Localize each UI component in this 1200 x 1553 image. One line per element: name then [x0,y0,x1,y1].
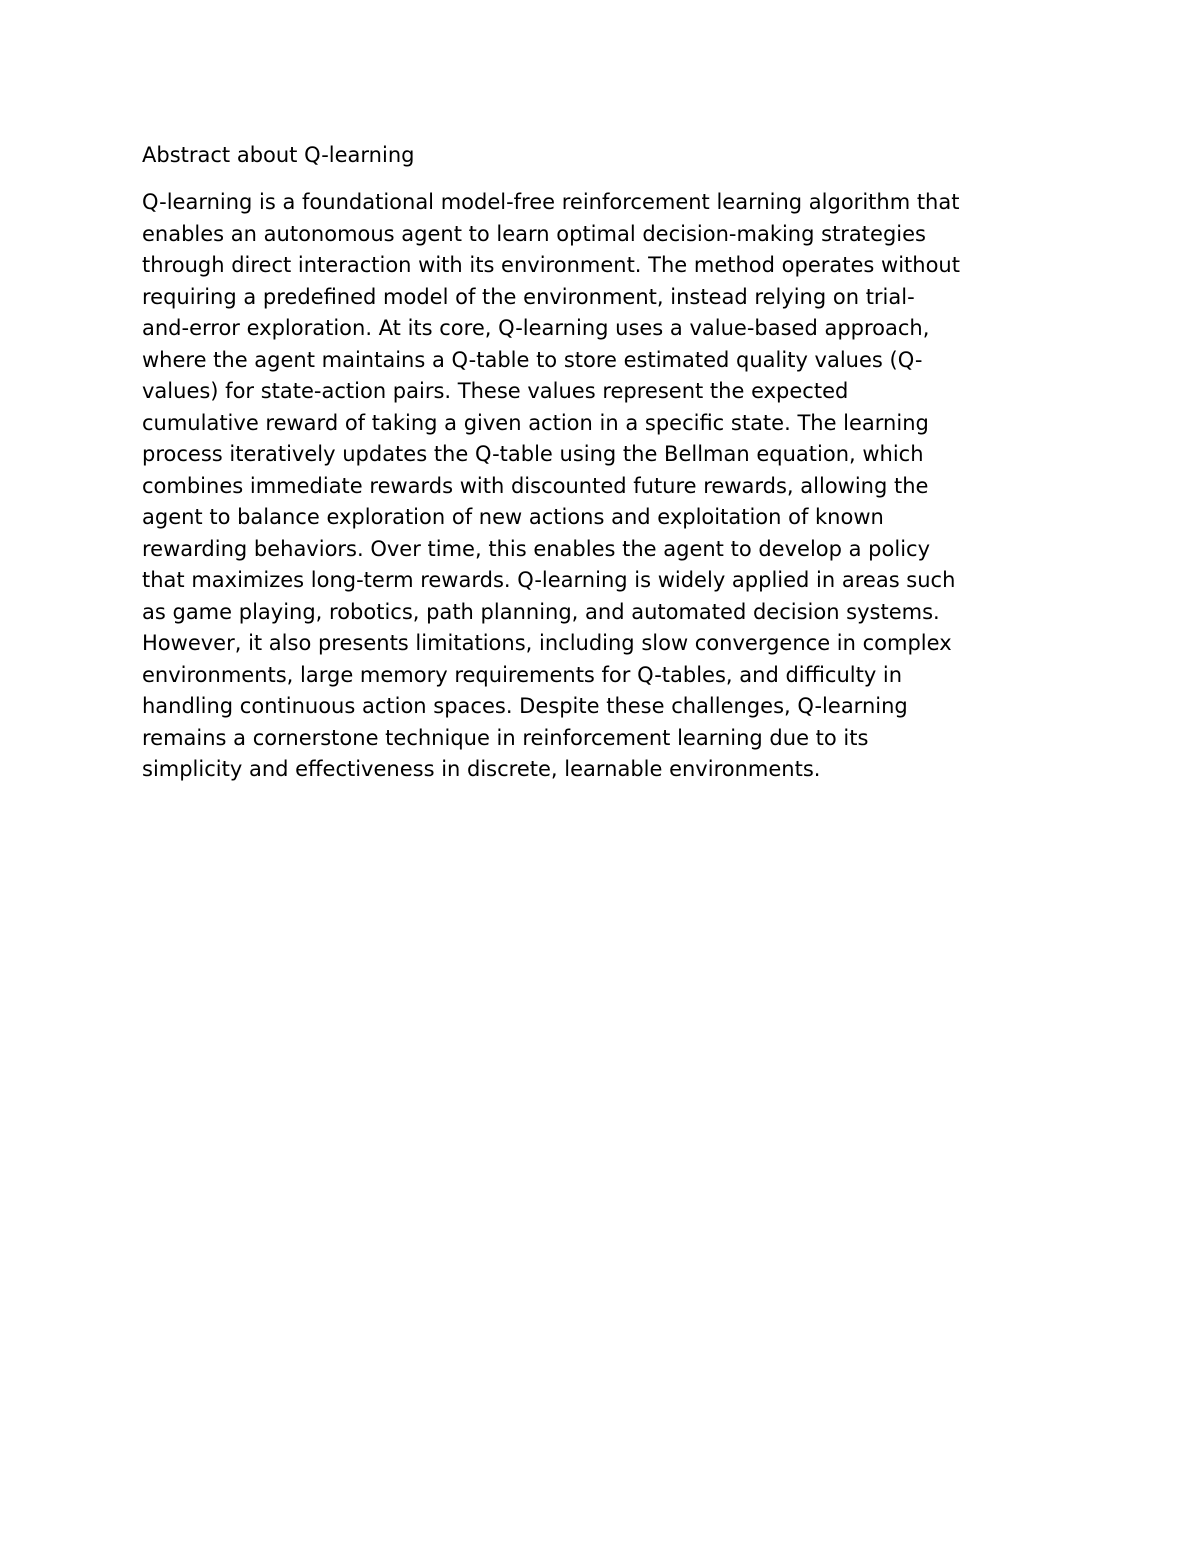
paragraph-line: values) for state-action pairs. These values represent the expected [142,379,849,403]
paragraph-line: rewarding behaviors. Over time, this enables the agent to develop a policy [142,536,931,561]
paragraph-line: environments, large memory requirements for Q-tables, and difficulty in [142,662,903,687]
paragraph-line: where the agent maintains a Q-table to store estimated quality values (Q- [142,347,923,372]
paragraph-line: and-error exploration. At its core, Q-learning uses a value-based approach, [142,316,930,340]
document-title: Abstract about Q-learning [142,143,415,167]
paragraph-line: through direct interaction with its environment. The method operates without [142,253,960,277]
paragraph-line: Q-learning is a foundational model-free reinforcement learning algorithm that [142,190,960,214]
paragraph-line: requiring a predefined model of the environment, instead relying on trial- [142,284,915,309]
paragraph-line: process iteratively updates the Q-table using the Bellman equation, which [142,442,924,466]
paragraph-line: However, it also presents limitations, including slow convergence in complex [142,631,952,655]
paragraph-line: simplicity and effectiveness in discrete, learnable environments. [142,757,821,781]
paragraph-line: enables an autonomous agent to learn optimal decision-making strategies [142,221,926,246]
paragraph-line: as game playing, robotics, path planning, and automated decision systems. [142,599,940,624]
paragraph-line: agent to balance exploration of new actions and exploitation of known [142,505,884,529]
paragraph-line: handling continuous action spaces. Despite these challenges, Q-learning [142,694,908,718]
abstract-paragraph [142,187,1082,786]
paragraph-line: cumulative reward of taking a given action in a specific state. The learning [142,410,929,435]
paragraph-line: remains a cornerstone technique in reinforcement learning due to its [142,725,869,750]
paragraph-line: combines immediate rewards with discounted future rewards, allowing the [142,473,929,498]
paragraph-line: that maximizes long-term rewards. Q-learning is widely applied in areas such [142,568,956,592]
